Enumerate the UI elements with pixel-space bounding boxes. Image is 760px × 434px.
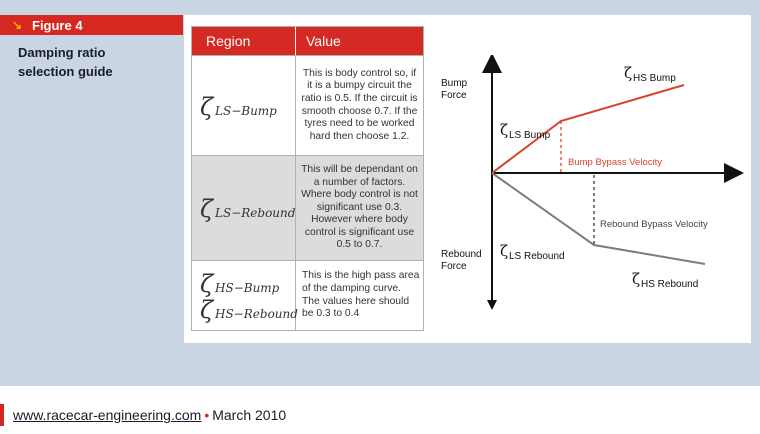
region-cell — [192, 261, 296, 330]
figure-panel — [184, 15, 751, 343]
zeta-symbol: ζ — [200, 269, 214, 298]
caption-line-1: Damping ratio — [18, 45, 106, 60]
figure-number: Figure 4 — [32, 17, 83, 33]
caption-line-2: selection guide — [18, 64, 113, 79]
ls-rebound-zeta: ζ — [500, 242, 509, 260]
table-row — [192, 260, 423, 330]
figure-tag — [0, 15, 183, 35]
region-subscript: HS−Bump — [215, 280, 280, 295]
zeta-symbol: ζ — [200, 295, 214, 324]
bump-force-label-2: Force — [441, 90, 467, 101]
ls-rebound-label: LS Rebound — [509, 251, 565, 262]
rebound-force-label-2: Force — [441, 261, 467, 272]
header-value: Value — [306, 33, 341, 49]
table-row — [192, 155, 423, 260]
ls-bump-zeta: ζ — [500, 121, 509, 139]
hs-rebound-label: HS Rebound — [641, 279, 699, 290]
arrow-icon: ↘ — [12, 18, 23, 32]
table-header — [192, 27, 423, 55]
issue-date: March 2010 — [212, 407, 287, 423]
bump-force-label: Bump — [441, 78, 468, 89]
force-axis-arrow-down — [487, 300, 497, 310]
page-footer — [13, 407, 286, 423]
region-cell — [192, 56, 296, 155]
header-region: Region — [192, 27, 296, 55]
zeta-symbol: ζ — [200, 92, 214, 121]
rebound-bypass-label: Rebound Bypass Velocity — [600, 219, 708, 230]
website-link[interactable]: www.racecar-engineering.com — [13, 407, 202, 423]
figure-caption — [18, 43, 178, 81]
hs-rebound-zeta: ζ — [632, 270, 641, 288]
footer-accent-bar — [0, 404, 4, 426]
region-subscript: LS−Rebound — [215, 206, 296, 220]
region-cell — [192, 156, 296, 260]
value-cell: This is the high pass area of the damping curve. The values here should be 0.3 to 0.4 — [302, 270, 420, 320]
zeta-symbol: ζ — [200, 195, 214, 223]
region-subscript: LS−Bump — [215, 103, 277, 118]
value-cell: This will be dependant on a number of factors. Where body control is not significant use 0.3. However where body control is significant use 0.5 to 0.7. — [301, 163, 418, 251]
ls-bump-label: LS Bump — [509, 130, 551, 141]
damping-curve-diagram — [429, 55, 744, 310]
rebound-force-label: Rebound — [441, 249, 482, 260]
value-cell: This is body control so, if it is a bumpy circuit the ratio is 0.5. If the circuit is smooth choose 0.7. If the tyres need to be worked hard then choose 1.2. — [301, 67, 418, 142]
hs-bump-zeta: ζ — [624, 64, 633, 82]
bump-bypass-label: Bump Bypass Velocity — [568, 157, 662, 168]
hs-bump-label: HS Bump — [633, 73, 676, 84]
bullet-separator: • — [204, 407, 210, 423]
damping-table — [191, 26, 424, 331]
table-row — [192, 55, 423, 155]
region-subscript: HS−Rebound — [215, 306, 298, 321]
